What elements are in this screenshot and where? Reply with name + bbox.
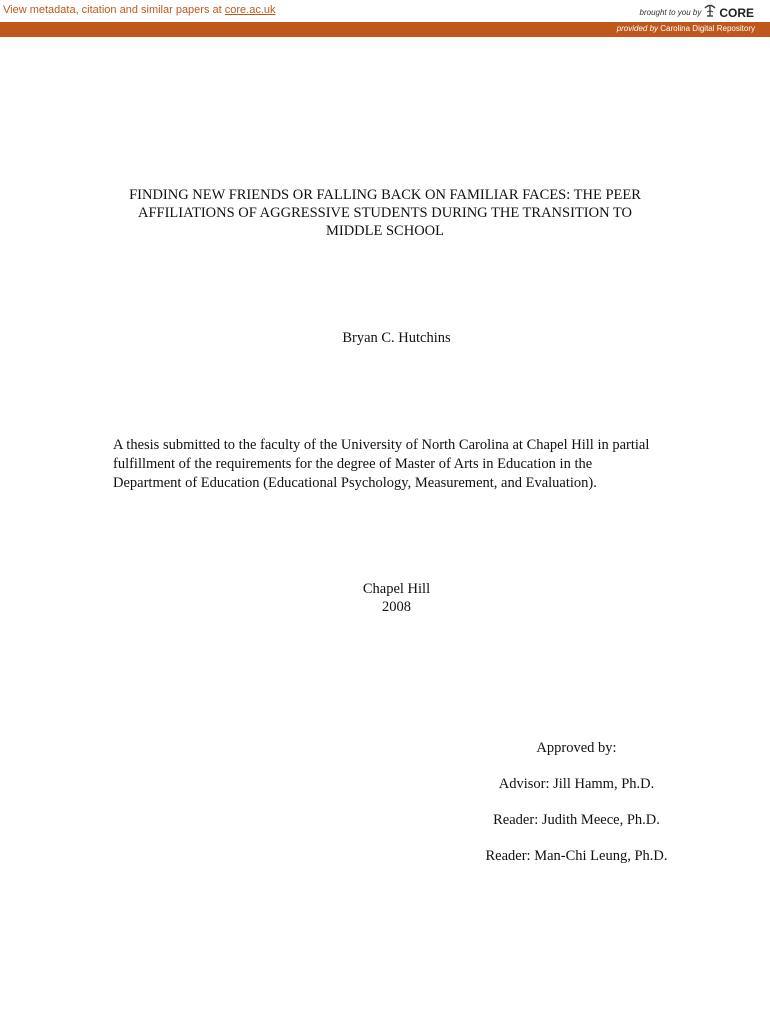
thesis-title xyxy=(100,186,670,240)
place-date xyxy=(0,580,770,616)
title-line: MIDDLE SCHOOL xyxy=(325,223,444,239)
core-banner-top xyxy=(0,0,770,22)
provided-prefix: provided by xyxy=(616,24,659,33)
core-provided-by xyxy=(617,24,755,33)
thesis-line: fulfillment of the requirements for the degree of Master of Arts in Education in the xyxy=(113,456,593,472)
core-link-prefix: View metadata, citation and similar papers at xyxy=(3,4,225,16)
reader-line: Reader: Judith Meece, Ph.D. xyxy=(493,812,660,828)
reader-line: Reader: Man-Chi Leung, Ph.D. xyxy=(485,848,668,864)
approval-block xyxy=(470,740,683,884)
title-line: AFFILIATIONS OF AGGRESSIVE STUDENTS DURING THE TRANSITION TO xyxy=(138,205,632,221)
core-banner xyxy=(0,0,770,37)
core-logo-text[interactable]: CORE xyxy=(719,5,754,20)
core-link[interactable]: core.ac.uk xyxy=(224,4,276,16)
thesis-statement xyxy=(113,436,683,493)
core-metadata-line xyxy=(3,4,276,16)
author-name: Bryan C. Hutchins xyxy=(342,330,451,346)
provided-source[interactable]: Carolina Digital Repository xyxy=(660,24,755,33)
brought-text: brought to you by xyxy=(639,8,702,17)
thesis-line: Department of Education (Educational Psychology, Measurement, and Evaluation). xyxy=(113,475,597,491)
place: Chapel Hill xyxy=(362,581,431,597)
advisor-line: Advisor: Jill Hamm, Ph.D. xyxy=(498,776,655,792)
title-line: FINDING NEW FRIENDS OR FALLING BACK ON FAMILIAR FACES: THE PEER xyxy=(129,187,641,203)
thesis-line: A thesis submitted to the faculty of the University of North Carolina at Chapel Hill in partial xyxy=(113,437,650,453)
core-logo-icon xyxy=(704,3,716,22)
year: 2008 xyxy=(382,599,411,615)
approved-by-label: Approved by: xyxy=(536,740,617,756)
core-brought-by xyxy=(640,3,755,22)
